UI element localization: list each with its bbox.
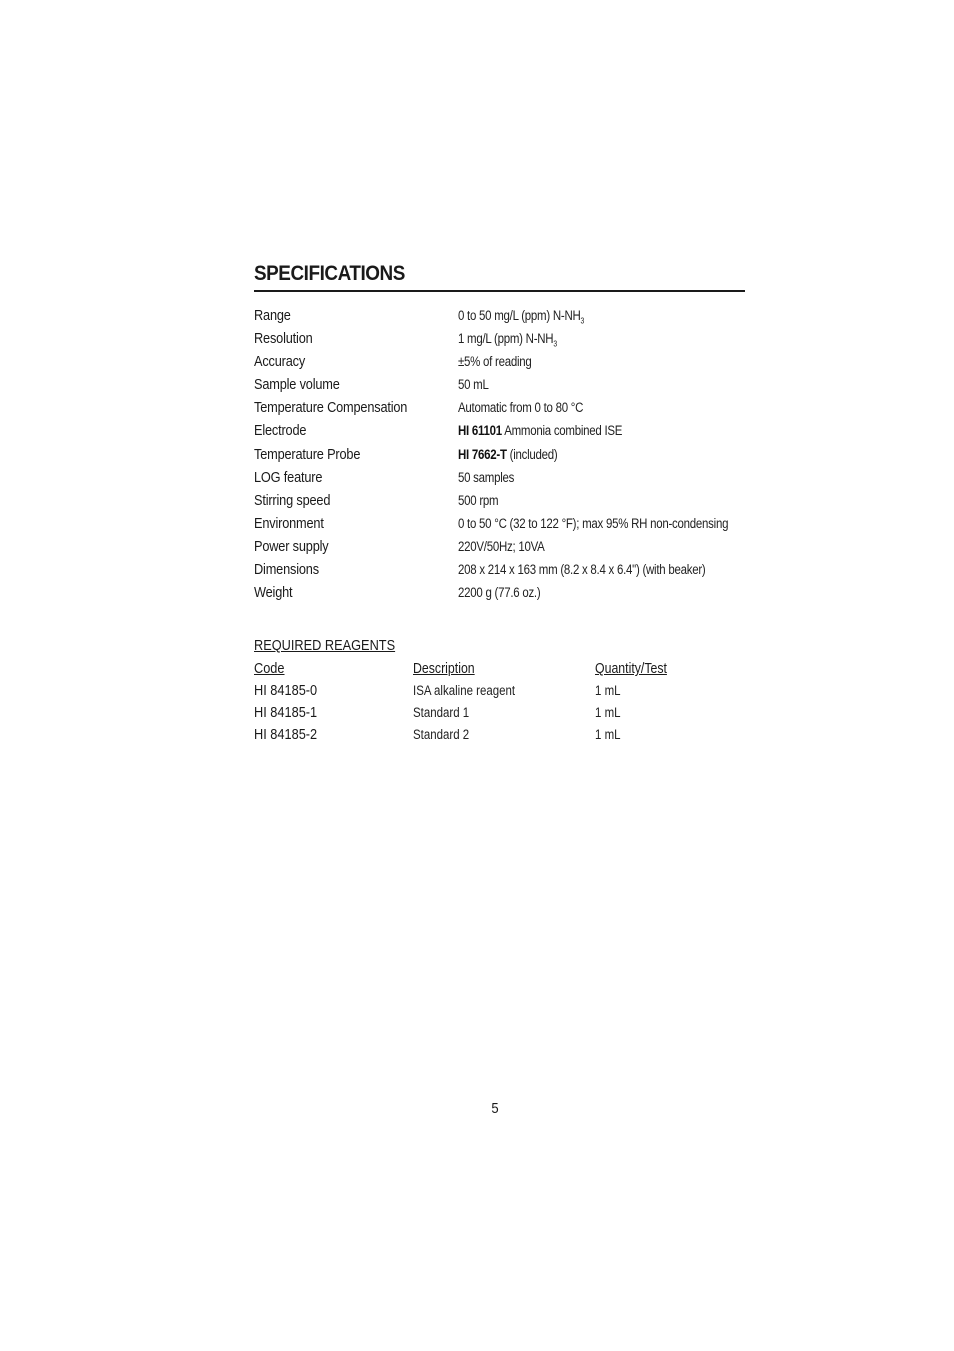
spec-row (254, 331, 745, 354)
spec-value-text: 1 mg/L (ppm) N-NH (458, 331, 554, 347)
spec-value (458, 562, 705, 577)
spec-row (254, 562, 745, 585)
reagent-code: HI 84185-0 (254, 683, 318, 700)
reagent-rows (254, 683, 745, 749)
spec-value-code: HI 61101 (458, 423, 502, 439)
reagents-header-row (254, 661, 745, 683)
spec-label: Range (254, 308, 291, 324)
title-underline (254, 290, 745, 292)
spec-row (254, 377, 745, 400)
reagent-description: Standard 2 (413, 727, 470, 743)
spec-label: Power supply (254, 538, 329, 555)
page-title: SPECIFICATIONS (254, 262, 405, 285)
reagent-quantity: 1 mL (595, 683, 621, 699)
spec-value (458, 308, 702, 326)
spec-value (458, 331, 702, 349)
spec-value (458, 447, 702, 462)
spec-value-text: 50 samples (458, 469, 515, 485)
reagents-heading: REQUIRED REAGENTS (254, 638, 396, 655)
spec-label: Stirring speed (254, 492, 331, 509)
spec-row (254, 423, 745, 446)
reagent-code: HI 84185-1 (254, 705, 318, 722)
spec-label: Weight (254, 585, 293, 602)
spec-value (458, 377, 702, 392)
reagent-quantity: 1 mL (595, 727, 621, 743)
spec-value (458, 585, 702, 600)
spec-label: Environment (254, 515, 324, 532)
spec-table (254, 308, 745, 608)
spec-value (458, 470, 702, 485)
spec-value (458, 400, 702, 415)
spec-label: Accuracy (254, 354, 306, 371)
spec-value-text: 208 x 214 x 163 mm (8.2 x 8.4 x 6.4") (with beaker) (458, 562, 706, 578)
spec-label: Temperature Compensation (254, 400, 408, 417)
column-header-quantity: Quantity/Test (595, 661, 667, 678)
spec-value (458, 539, 702, 554)
spec-label: Electrode (254, 423, 307, 440)
spec-value-text: 0 to 50 mg/L (ppm) N-NH (458, 308, 581, 323)
spec-value-text: Ammonia combined ISE (501, 423, 623, 439)
spec-row (254, 354, 745, 377)
spec-value (458, 423, 702, 438)
spec-value-subscript: 3 (580, 316, 585, 326)
spec-row (254, 400, 745, 423)
spec-value-text: 2200 g (77.6 oz.) (458, 585, 541, 601)
required-reagents-section (254, 638, 745, 749)
spec-label: Resolution (254, 331, 313, 348)
spec-value-code: HI 7662-T (458, 446, 507, 462)
spec-value (458, 516, 728, 531)
spec-row (254, 539, 745, 562)
page-number: 5 (491, 1101, 499, 1117)
spec-label: Sample volume (254, 377, 340, 394)
spec-row (254, 447, 745, 470)
spec-label: LOG feature (254, 469, 323, 486)
column-header-description: Description (413, 661, 475, 678)
reagent-row (254, 705, 745, 727)
spec-value-text: Automatic from 0 to 80 °C (458, 400, 584, 416)
spec-value-subscript: 3 (553, 339, 557, 349)
reagent-row (254, 727, 745, 749)
reagent-code: HI 84185-2 (254, 727, 318, 744)
spec-value-text: ±5% of reading (458, 354, 532, 370)
spec-row (254, 516, 745, 539)
spec-row (254, 493, 745, 516)
reagent-quantity: 1 mL (595, 705, 621, 721)
spec-label: Dimensions (254, 562, 319, 579)
spec-value-text: 220V/50Hz; 10VA (458, 538, 545, 554)
spec-value-text: 500 rpm (458, 492, 499, 508)
reagent-description: ISA alkaline reagent (413, 683, 516, 699)
spec-value (458, 493, 702, 508)
spec-label: Temperature Probe (254, 446, 361, 463)
spec-row (254, 308, 745, 331)
reagent-row (254, 683, 745, 705)
spec-value-text: 0 to 50 °C (32 to 122 °F); max 95% RH non-condensing (458, 515, 729, 531)
column-header-code: Code (254, 661, 285, 678)
spec-value (458, 354, 702, 369)
spec-row (254, 470, 745, 493)
spec-value-text: (included) (506, 446, 558, 462)
page-content (254, 262, 745, 749)
spec-value-text: 50 mL (458, 377, 489, 393)
reagent-description: Standard 1 (413, 705, 470, 721)
spec-row (254, 585, 745, 608)
